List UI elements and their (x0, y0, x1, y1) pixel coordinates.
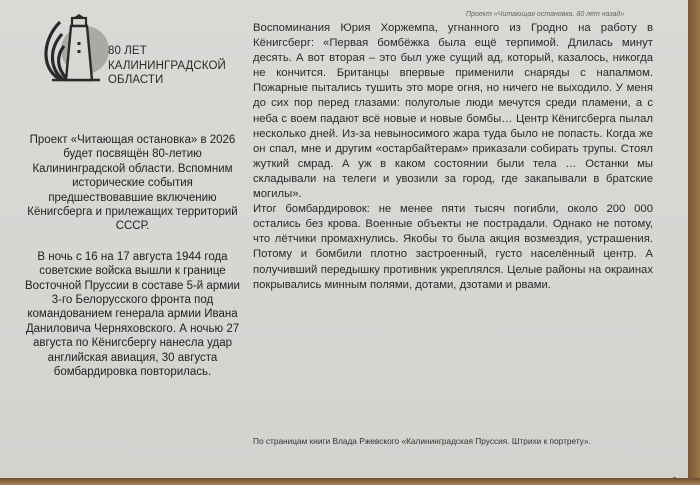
anniversary-logo (40, 12, 230, 87)
wooden-frame-right (688, 0, 700, 485)
summary-paragraph: Итог бомбардировок: не менее пяти тысяч погибли, около 200 000 остались без крова. Военные объекты не пострадали. Однако не потому, что лётчики промахнулись. Якобы то была акция возмездия, устрашения. Потому и бомбили плотно застроенный, густо населённый центр. А получивший передышку противник укреплялся. Целые районы на окраинах покрывались минным полями, дотами, дзотами и рвами. (253, 203, 653, 291)
project-header-note: Проект «Читающая остановка. 80 лет назад» (466, 11, 625, 18)
logo-line-1: 80 ЛЕТ (108, 45, 147, 57)
history-paragraph: В ночь с 16 на 17 августа 1944 года советские войска вышли к границе Восточной Пруссии в составе 5-й армии 3-го Белорусского фронта под командованием генерала армии Ивана Даниловича Черняховского. А ночью 27 августа по Кёнигсбергу нанесла удар английская авиация, 30 августа бомбардировка повторилась. (25, 250, 240, 379)
logo-title (108, 44, 226, 88)
lighthouse-icon (40, 12, 110, 87)
right-column (253, 21, 653, 293)
wooden-frame-bottom (0, 478, 700, 485)
left-column (20, 133, 245, 391)
logo-line-3: ОБЛАСТИ (108, 74, 164, 86)
project-intro: Проект «Читающая остановка» в 2026 будет посвящён 80-летию Калининградской области. Вспомним исторические события предшествовавшие включению Кёнигсберга и прилежащих территорий СССР. (27, 134, 238, 233)
logo-line-2: КАЛИНИНГРАДСКОЙ (108, 59, 226, 72)
memoir-paragraph: Воспоминания Юрия Хоржемпа, угнанного из Гродно на работу в Кёнигсберг: «Первая бомбёжка была ещё терпимой. Длилась минут десять. А вот вторая – это был уже сущий ад, который, казалось, никогда не кончится. Британцы впервые применили снаряды с напалмом. Пожарные пытались тушить это море огня, но ничего не выходило. У меня до сих пор перед глазами: полуголые люди мечутся среди пламени, а с неба с воем падают всё новые и новые бомбы… Центр Кёнигсберга пылал несколько дней. Из-за невыносимого жара туда было не попасть. Когда же он спал, мне и другим «остарбайтерам» приказали собирать трупы. Стоял жуткий смрад. А уж в каком состоянии были тела … Останки мы складывали на телеги и увозили за город, где закапывали в братские могилы». (253, 22, 653, 201)
source-citation: По страницам книги Влада Ржевского «Калининградская Пруссия. Штрихи к портрету». (253, 436, 591, 446)
